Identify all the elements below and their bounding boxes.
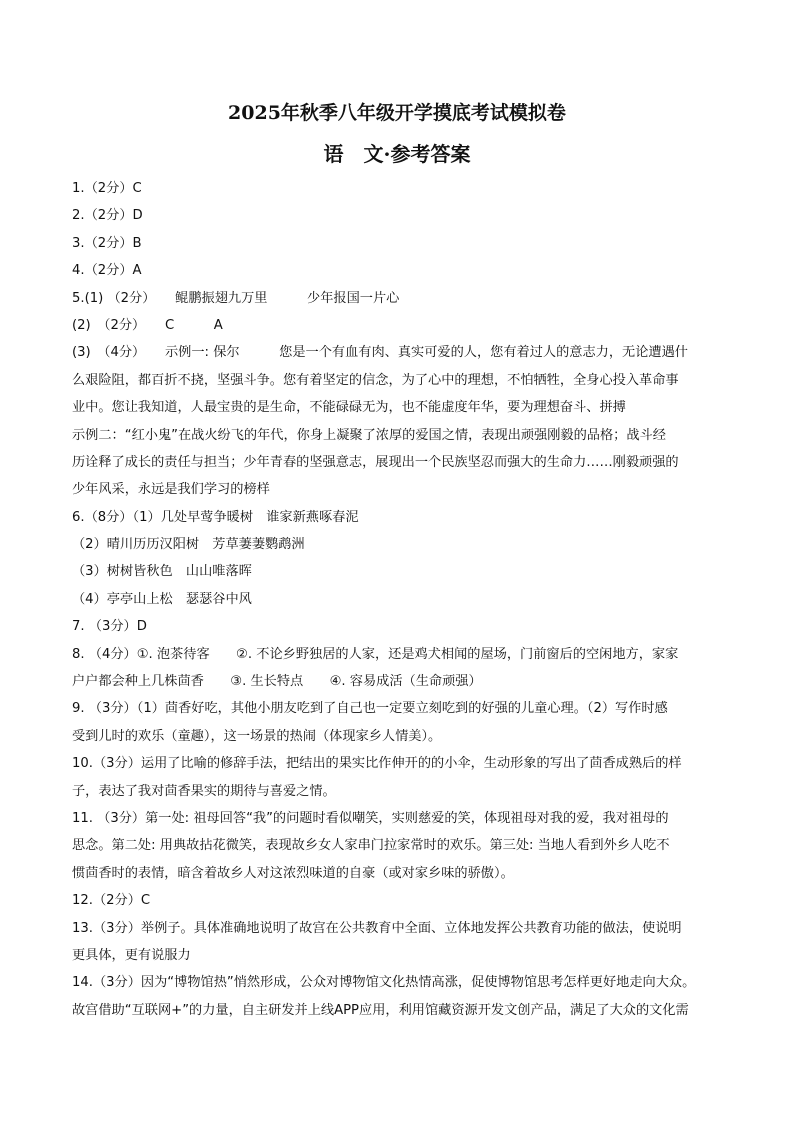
answer-line: 5.(1) （2分） 鲲鹏振翅九万里 少年报国一片心 — [72, 290, 400, 306]
answer-line: 3.（2分）B — [72, 235, 142, 251]
answer-line: 示例二：“红小鬼”在战火纷飞的年代，你身上凝聚了浓厚的爱国之情，表现出顽强刚毅的品格；战斗经 — [72, 427, 666, 443]
answer-line: (3) （4分） 示例一: 保尔 您是一个有血有肉、真实可爱的人，您有着过人的意志力，无论遭遇什 — [72, 345, 688, 361]
answer-line: 故宫借助“互联网+”的力量，自主研发并上线APP应用，利用馆藏资源开发文创产品，满足了大众的文化需 — [72, 1002, 689, 1018]
answer-line: 6.（8分）（1）几处早莺争暖树 谁家新燕啄春泥 — [72, 509, 359, 525]
answer-line: （2）晴川历历汉阳树 芳草萋萋鹦鹉洲 — [72, 537, 305, 553]
answer-line: 更具体，更有说服力 — [72, 947, 191, 963]
answer-line: 少年风采，永远是我们学习的榜样 — [72, 482, 270, 498]
answer-line: （4）亭亭山上松 瑟瑟谷中风 — [72, 591, 252, 607]
answer-line: 思念。第二处: 用典故拈花微笑，表现故乡女人家串门拉家常时的欢乐。第三处: 当地人看到外乡人吃不 — [72, 838, 670, 854]
answer-line: 4.（2分）A — [72, 263, 142, 279]
answer-line: 户户都会种上几株茴香 ③. 生长特点 ④. 容易成活（生命顽强） — [72, 674, 482, 690]
answer-line: 么艰险阻，都百折不挠，坚强斗争。您有着坚定的信念，为了心中的理想，不怕牺牲，全身心投入革命事 — [72, 372, 679, 388]
answer-line: 2.（2分）D — [72, 208, 143, 224]
answer-line: 业中。您让我知道，人最宝贵的是生命，不能碌碌无为，也不能虚度年华，要为理想奋斗、拼搏 — [72, 400, 626, 416]
answer-line: 14.（3分）因为“博物馆热”悄然形成，公众对博物馆文化热情高涨，促使博物馆思考怎样更好地走向大众。 — [72, 975, 696, 991]
answer-line: 12.（2分）C — [72, 893, 151, 909]
answer-line: 7. （3分）D — [72, 619, 147, 635]
answer-line: 9. （3分）（1）茴香好吃，其他小朋友吃到了自己也一定要立刻吃到的好强的儿童心理。（2）写作时感 — [72, 701, 668, 717]
answer-line: 13.（3分）举例子。具体准确地说明了故宫在公共教育中全面、立体地发挥公共教育功能的做法，使说明 — [72, 920, 682, 936]
answer-line: 1.（2分）C — [72, 181, 142, 196]
answer-line: 11. （3分）第一处: 祖母回答“我”的问题时看似嘲笑，实则慈爱的笑，体现祖母对我的爱，我对祖母的 — [72, 810, 669, 826]
answer-line: 受到儿时的欢乐（童趣），这一场景的热闹（体现家乡人情美）。 — [72, 728, 442, 744]
answer-line: （3）树树皆秋色 山山唯落晖 — [72, 564, 252, 580]
answer-line: 历诠释了成长的责任与担当；少年青春的坚强意志，展现出一个民族坚忍而强大的生命力……刚毅顽强的 — [72, 454, 679, 470]
answer-line: 10.（3分）运用了比喻的修辞手法，把结出的果实比作伸开的的小伞，生动形象的写出了茴香成熟后的样 — [72, 756, 682, 772]
answer-line: (2) （2分） C A — [72, 317, 223, 333]
page-title: 2025年秋季八年级开学摸底考试模拟卷 — [228, 102, 566, 124]
answer-line: 8. （4分）①. 泡茶待客 ②. 不论乡野独居的人家，还是鸡犬相闻的屋场，门前窗后的空闲地方，家家 — [72, 646, 679, 662]
answer-line: 子，表达了我对茴香果实的期待与喜爱之情。 — [72, 783, 336, 799]
answer-line: 惯茴香时的表情，暗含着故乡人对这浓烈味道的自豪（或对家乡味的骄傲）。 — [72, 865, 514, 881]
page-subtitle: 语 文·参考答案 — [323, 142, 471, 166]
answer-list — [72, 175, 732, 1024]
